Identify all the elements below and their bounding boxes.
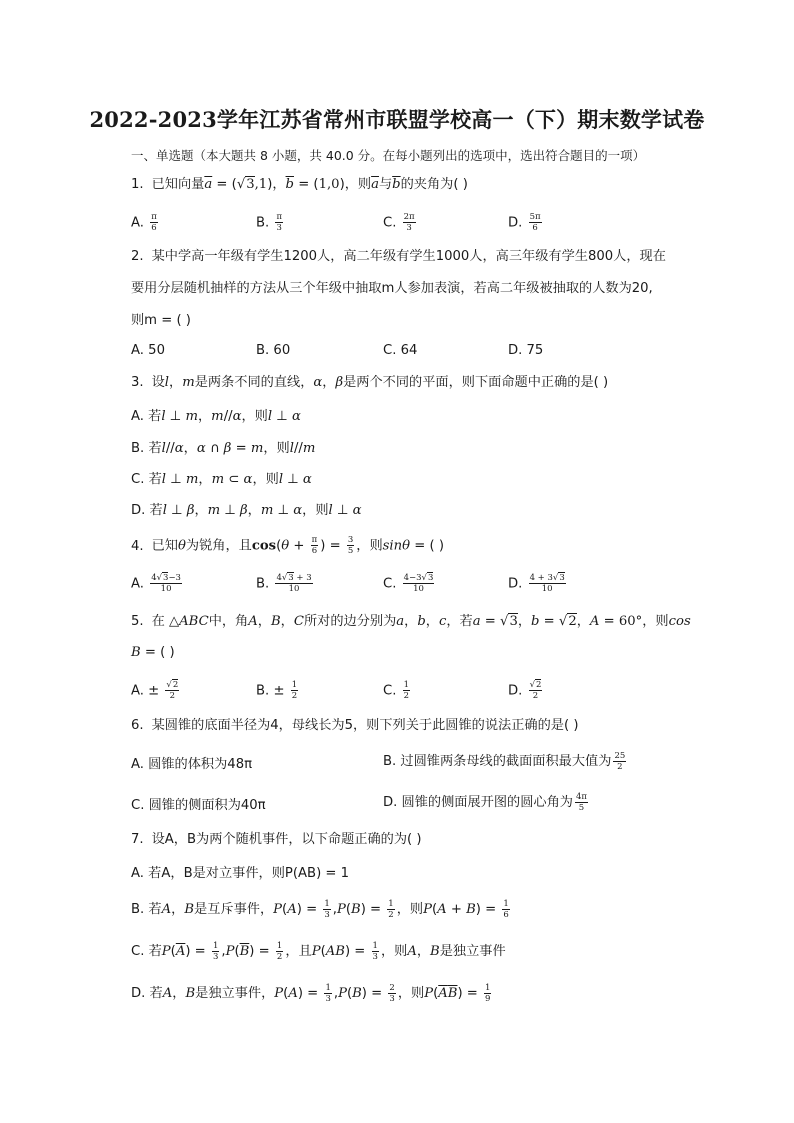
question-5-line-2: B = ( ) bbox=[131, 645, 175, 660]
q4-option-b[interactable]: B. $\frac{4√3 + 3}{10}$ bbox=[256, 573, 312, 594]
q7-option-d[interactable]: D. 若A，B是独立事件，P(A) = $\frac{1}{3}$ ,P(B) = $\frac{2}{3}$ ，则$P(\overline{A}\overline{B})$ = $\frac{1}{9}$ bbox=[131, 982, 491, 1004]
question-2-line-1: 2. 某中学高一年级有学生1200人，高二年级有学生1000人，高三年级有学生800人，现在 bbox=[131, 249, 666, 264]
q5-option-b[interactable]: B. ± $\frac{1}{2}$ bbox=[256, 680, 298, 701]
q4-option-d[interactable]: D. $\frac{4 + 3√3}{10}$ bbox=[508, 573, 565, 594]
q7-option-a[interactable]: A. 若A，B是对立事件，则P(AB) = 1 bbox=[131, 866, 350, 881]
question-3: 3. 设l，m是两条不同的直线，α，β是两个不同的平面，则下面命题中正确的是( ) bbox=[131, 375, 609, 390]
question-1: 1. 已知向量$\overline{a} = (√3,1)$，$\overline{b} = (1,0)$，则$\overline{a}$与$\overline{b}$的夹角为( ) bbox=[131, 177, 468, 192]
section-heading: 一、单选题（本大题共 8 小题，共 40.0 分。在每小题列出的选项中，选出符合题目的一项） bbox=[131, 148, 646, 163]
q3-option-c[interactable]: C. 若l ⊥ m，m ⊂ α，则l ⊥ α bbox=[131, 472, 312, 487]
q7-option-b[interactable]: B. 若A，B是互斥事件，P(A) = $\frac{1}{3}$ ,P(B) = $\frac{1}{2}$ ，则P(A + B) = $\frac{1}{6}$ bbox=[131, 898, 509, 920]
q6-option-d[interactable]: D. 圆锥的侧面展开图的圆心角为 $\frac{4\pi}{5}$ bbox=[383, 791, 587, 813]
q3-option-b[interactable]: B. 若l//α，α ∩ β = m，则l//m bbox=[131, 441, 316, 456]
q3-option-d[interactable]: D. 若l ⊥ β，m ⊥ β，m ⊥ α，则l ⊥ α bbox=[131, 503, 362, 518]
q1-option-b[interactable]: B. $\frac{\pi}{3}$ bbox=[256, 212, 283, 233]
q5-option-a[interactable]: A. ± $\frac{√2}{2}$ bbox=[131, 680, 179, 701]
q7-option-c[interactable]: C. 若$P(\overline{A})$ = $\frac{1}{3}$ $,P(\overline{B})$ = $\frac{1}{2}$ ，且P(AB) = $\frac{1}{3}$ ，则A，B是独立事件 bbox=[131, 940, 506, 962]
q4-option-a[interactable]: A. $\frac{4√3-3}{10}$ bbox=[131, 573, 181, 594]
q2-option-d[interactable]: D. 75 bbox=[508, 343, 544, 358]
question-2-line-2: 要用分层随机抽样的方法从三个年级中抽取m人参加表演，若高二年级被抽取的人数为20, bbox=[131, 281, 653, 296]
q5-option-c[interactable]: C. $\frac{1}{2}$ bbox=[383, 680, 410, 701]
question-4: 4. 已知θ为锐角，且cos(θ + $\frac{\pi}{6}$ ) = $\frac{3}{5}$ ，则sinθ = ( ) bbox=[131, 535, 444, 556]
q6-option-c[interactable]: C. 圆锥的侧面积为40π bbox=[131, 798, 266, 813]
q2-option-a[interactable]: A. 50 bbox=[131, 343, 165, 358]
q1-option-d[interactable]: D. $\frac{5\pi}{6}$ bbox=[508, 212, 541, 233]
question-5-line-1: 5. 在 △ABC中，角A，B，C所对的边分别为a，b，c，若a = √3，b = √2，A = 60°，则cos bbox=[131, 614, 691, 629]
exam-title: 2022-2023学年江苏省常州市联盟学校高一（下）期末数学试卷 bbox=[89, 107, 705, 132]
q6-option-b[interactable]: B. 过圆锥两条母线的截面面积最大值为 $\frac{25}{2}$ bbox=[383, 750, 626, 772]
q2-option-b[interactable]: B. 60 bbox=[256, 343, 291, 358]
q1-option-c[interactable]: C. $\frac{2\pi}{3}$ bbox=[383, 212, 415, 233]
q2-option-c[interactable]: C. 64 bbox=[383, 343, 418, 358]
question-6: 6. 某圆锥的底面半径为4，母线长为5，则下列关于此圆锥的说法正确的是( ) bbox=[131, 718, 579, 733]
q1-option-a[interactable]: A. $\frac{\pi}{6}$ bbox=[131, 212, 157, 233]
q4-option-c[interactable]: C. $\frac{4-3√3}{10}$ bbox=[383, 573, 434, 594]
question-2-line-3: 则m = ( ) bbox=[131, 313, 191, 328]
q5-option-d[interactable]: D. $\frac{√2}{2}$ bbox=[508, 680, 542, 701]
question-7: 7. 设A，B为两个随机事件，以下命题正确的为( ) bbox=[131, 832, 422, 847]
q6-option-a[interactable]: A. 圆锥的体积为48π bbox=[131, 757, 253, 772]
q3-option-a[interactable]: A. 若l ⊥ m，m//α，则l ⊥ α bbox=[131, 409, 301, 424]
